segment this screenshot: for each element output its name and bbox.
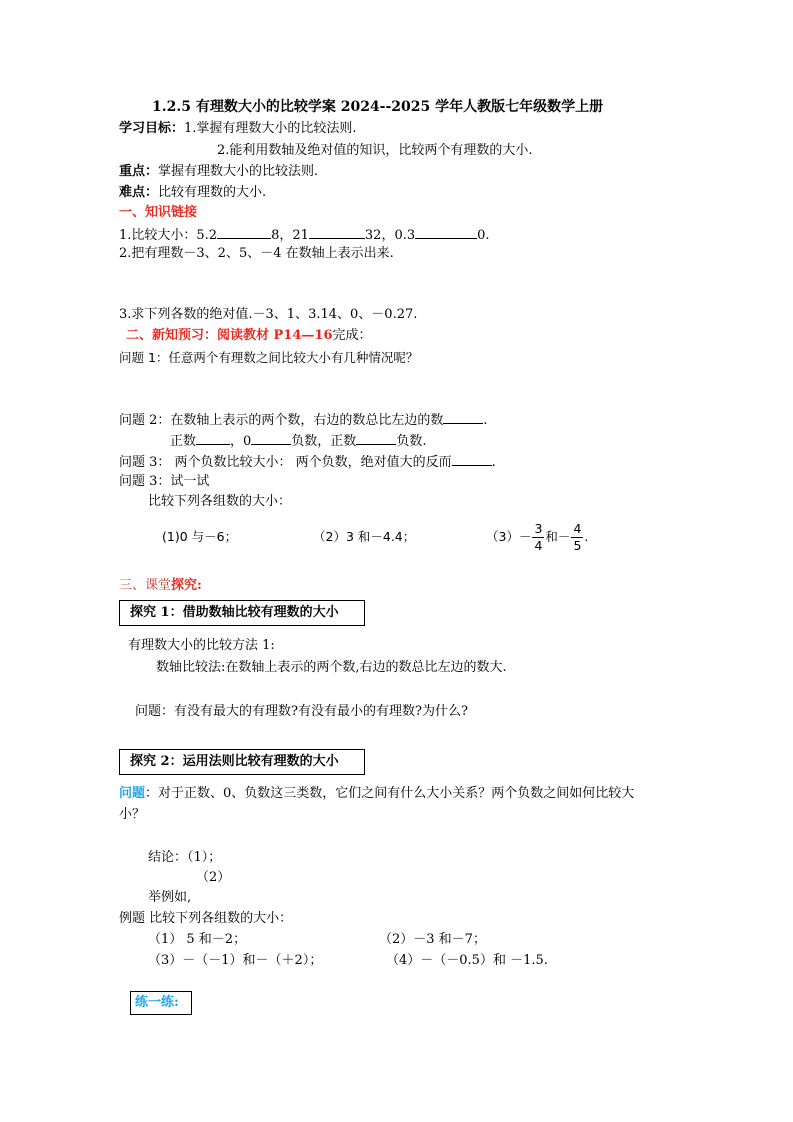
fraction-three-quarters: [532, 521, 544, 554]
for-example: 举例如,: [148, 890, 192, 905]
section2-p3: [119, 453, 496, 471]
fraction-four-fifths: [571, 521, 583, 554]
q1-blank-2[interactable]: [309, 226, 365, 239]
goals-item-2: 2.能利用数轴及绝对值的知识，比较两个有理数的大小.: [217, 143, 533, 158]
p2b-part-b: ，0: [230, 434, 252, 449]
key-point-text: 掌握有理数大小的比较法则.: [158, 164, 319, 179]
section2-heading-text: 二、新知预习：阅读教材 P14—16: [126, 328, 333, 343]
example-title: 例题 比较下列各组数的大小：: [119, 911, 293, 926]
p3-part-b: .: [491, 455, 496, 470]
goals-item-1: 1.掌握有理数大小的比较法则.: [184, 121, 357, 136]
conclusion-1: 结论：（1）；: [148, 850, 222, 865]
exercise-1: (1)0 与－6；: [162, 529, 238, 544]
explore-box-2: 探究 2：运用法则比较有理数的大小: [119, 749, 365, 775]
section2-p2b: [170, 432, 426, 450]
exercise-3: [486, 518, 588, 556]
difficulty: [119, 185, 266, 201]
section3-heading-a: 三、课堂: [119, 578, 172, 593]
q1-blank-1[interactable]: [217, 226, 271, 239]
p2b-blank-1[interactable]: [196, 432, 230, 445]
section3-heading-b: 探究:: [171, 578, 202, 593]
p2-part-b: .: [483, 413, 488, 428]
q1-part-d: 0.: [477, 228, 490, 243]
difficulty-text: 比较有理数的大小.: [158, 185, 267, 200]
goals-label: 学习目标：: [119, 121, 185, 136]
exercise-2: （2）3 和－4.4；: [313, 529, 416, 544]
p2b-blank-3[interactable]: [356, 432, 396, 445]
method-1: 有理数大小的比较方法 1:: [128, 638, 275, 653]
example-4: （4）－（－0.5）和 －1.5.: [386, 953, 548, 968]
explore-box-1: 探究 1：借助数轴比较有理数的大小: [119, 600, 365, 626]
p2-blank[interactable]: [443, 411, 483, 424]
frac1-denominator: 4: [534, 538, 543, 553]
key-point-label: 重点：: [119, 164, 159, 179]
section3-question-2: [119, 786, 634, 802]
frac2-numerator: 4: [573, 521, 582, 536]
section1-q2: 2.把有理数－3、2、5、－4 在数轴上表示出来.: [119, 246, 394, 261]
frac2-denominator: 5: [573, 538, 582, 553]
section2-p4b: 比较下列各组数的大小：: [148, 494, 292, 509]
ex3-end: .: [584, 529, 589, 544]
q1-part-a: 1.比较大小：5.2: [119, 228, 218, 243]
section2-heading: [126, 328, 372, 344]
p2b-part-c: 负数，正数: [291, 434, 357, 449]
section2-p2: [119, 411, 488, 429]
conclusion-2: （2）: [196, 870, 231, 885]
section3-heading: [119, 578, 202, 594]
frac1-numerator: 3: [534, 521, 543, 536]
ex3-and: 和－: [545, 529, 571, 544]
question-label: 问题: [119, 786, 146, 801]
p2-part-a: 问题 2：在数轴上表示的两个数，右边的数总比左边的数: [119, 413, 444, 428]
method-1-desc: 数轴比较法:在数轴上表示的两个数,右边的数总比左边的数大.: [156, 660, 507, 675]
ex3-prefix: （3）: [486, 529, 519, 544]
example-3: （3）－（－1）和－（＋2）；: [148, 953, 323, 968]
section3-question: 问题：有没有最大的有理数?有没有最小的有理数?为什么?: [135, 704, 468, 719]
section1-q1: [119, 226, 490, 244]
p3-part-a: 问题 3： 两个负数比较大小： 两个负数，绝对值大的反而: [119, 455, 452, 470]
p3-blank[interactable]: [452, 453, 492, 466]
page-title: 1.2.5 有理数大小的比较学案 2024--2025 学年人教版七年级数学上册: [152, 99, 604, 115]
section2-heading-suffix: 完成：: [332, 328, 372, 343]
example-1: （1） 5 和－2；: [148, 932, 247, 947]
ex3-minus: －: [518, 529, 532, 544]
goals-line-1: [119, 121, 357, 137]
q1-blank-3[interactable]: [415, 226, 477, 239]
q1-part-b: 8，21: [271, 228, 309, 243]
key-point: [119, 164, 318, 180]
question-text: ：对于正数、0、负数这三类数，它们之间有什么大小关系？两个负数之间如何比较大: [145, 786, 635, 801]
p2b-part-a: 正数: [170, 434, 197, 449]
section2-p4: 问题 3：试一试: [119, 474, 210, 489]
section1-q3: 3.求下列各数的绝对值.－3、1、3.14、0、－0.27.: [119, 307, 418, 322]
p2b-part-d: 负数.: [396, 434, 427, 449]
section3-question-2-cont: 小？: [119, 807, 146, 822]
example-2: （2）－3 和－7；: [379, 932, 486, 947]
practice-box: 练一练:: [130, 991, 192, 1015]
section2-p1: 问题 1：任意两个有理数之间比较大小有几种情况呢？: [119, 350, 419, 365]
section1-heading: 一、知识链接: [119, 205, 198, 220]
p2b-blank-2[interactable]: [251, 432, 291, 445]
difficulty-label: 难点：: [119, 185, 159, 200]
q1-part-c: 32，0.3: [364, 228, 416, 243]
